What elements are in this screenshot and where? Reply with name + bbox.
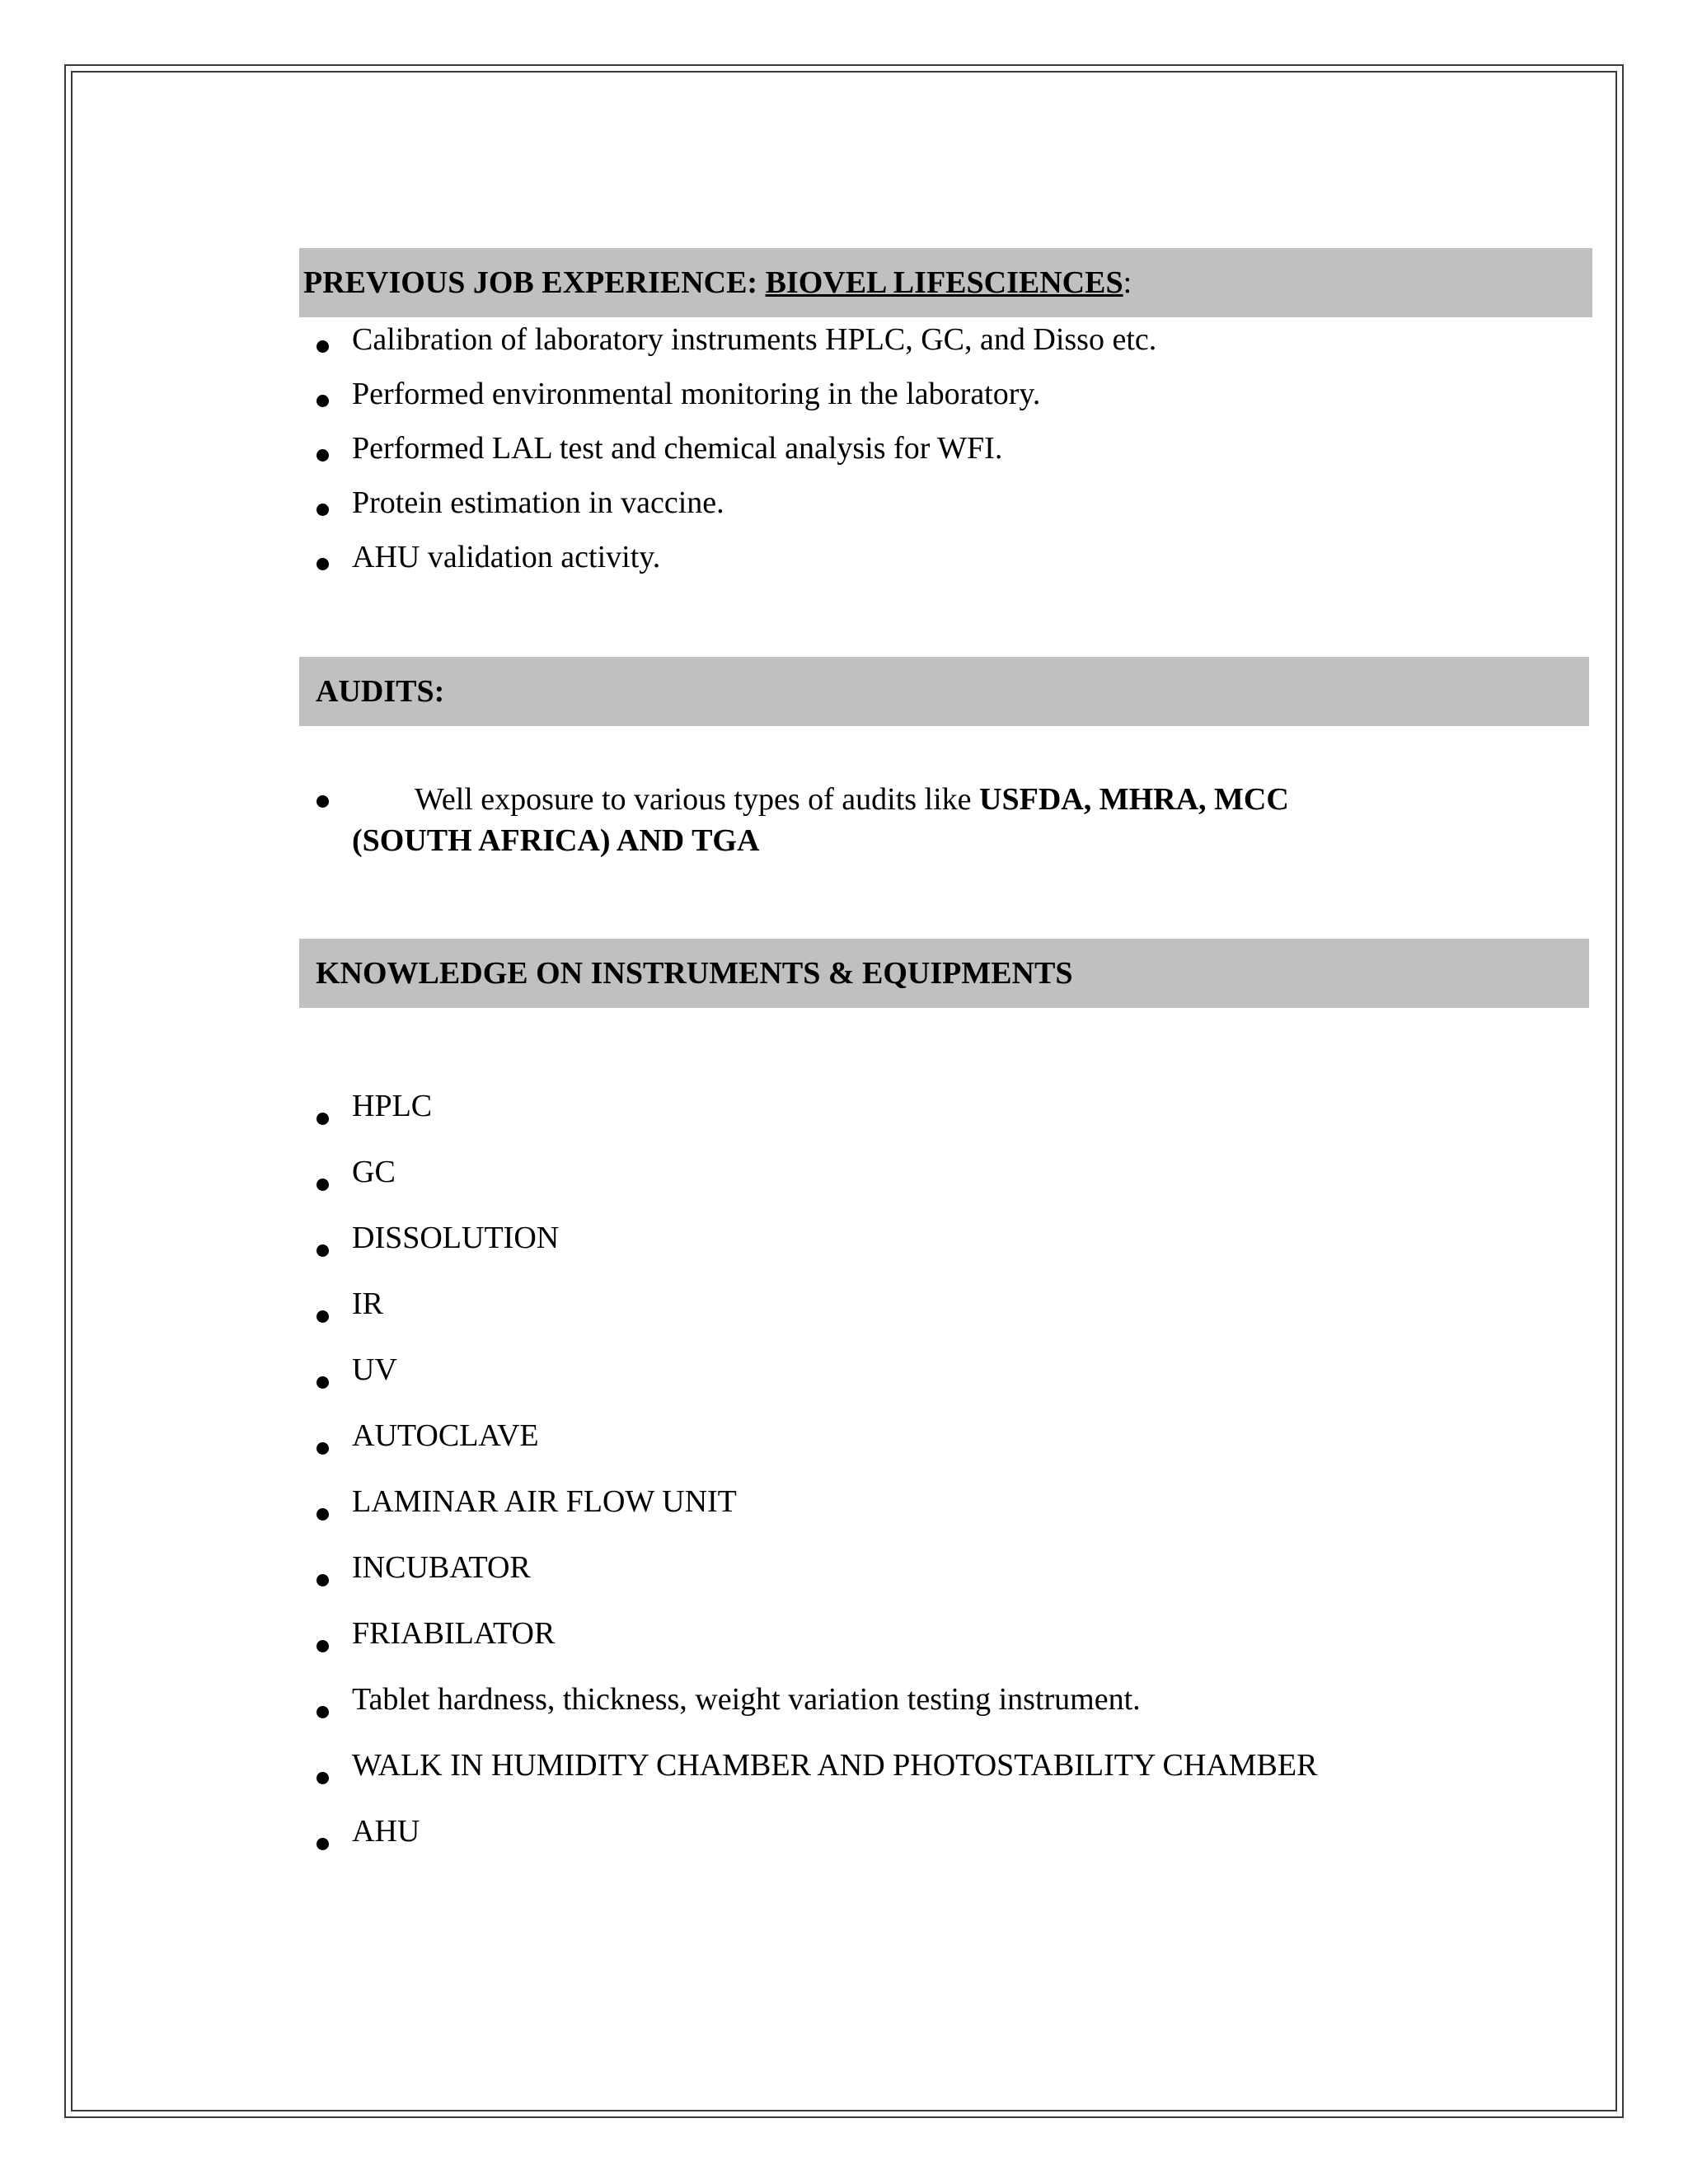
- audits-heading: AUDITS:: [299, 657, 1589, 726]
- previous-job-heading-colon: :: [1123, 265, 1132, 300]
- bullet-icon: [316, 1113, 329, 1125]
- list-item: [299, 1744, 1317, 1810]
- list-item: [299, 1216, 1317, 1282]
- bullet-icon: [316, 1772, 329, 1784]
- previous-job-heading: [299, 248, 1592, 317]
- list-item-text: UV: [352, 1352, 397, 1387]
- bullet-icon: [316, 1508, 329, 1521]
- list-item: [299, 1151, 1317, 1216]
- list-item-text: HPLC: [352, 1089, 433, 1123]
- knowledge-heading: KNOWLEDGE ON INSTRUMENTS & EQUIPMENTS: [299, 939, 1589, 1008]
- list-item: [299, 1282, 1317, 1348]
- bullet-icon: [316, 395, 329, 407]
- list-item-text: LAMINAR AIR FLOW UNIT: [352, 1484, 737, 1519]
- audit-agencies-1: USFDA, MHRA, MCC: [979, 782, 1289, 817]
- list-item-text: Calibration of laboratory instruments HPLC, GC, and Disso etc.: [352, 322, 1157, 357]
- list-item: [299, 1678, 1317, 1744]
- bullet-icon: [316, 795, 329, 808]
- list-item: [299, 373, 1156, 427]
- list-item-text: Tablet hardness, thickness, weight variation testing instrument.: [352, 1682, 1141, 1717]
- audit-list-item: [299, 779, 1371, 861]
- list-item: [299, 427, 1156, 481]
- list-item: [299, 1085, 1317, 1151]
- list-item: [299, 1546, 1317, 1612]
- list-item-text: Protein estimation in vaccine.: [352, 485, 724, 520]
- list-item: [299, 318, 1156, 373]
- list-item-text: INCUBATOR: [352, 1550, 531, 1585]
- list-item: [299, 1810, 1317, 1876]
- bullet-icon: [316, 504, 329, 516]
- bullet-icon: [316, 558, 329, 570]
- previous-job-list: [299, 318, 1156, 590]
- bullet-icon: [316, 1310, 329, 1323]
- list-item-text: AHU: [352, 1814, 420, 1849]
- audit-line-1: [299, 779, 1371, 820]
- company-name: BIOVEL LIFESCIENCES: [765, 265, 1123, 300]
- bullet-icon: [316, 1706, 329, 1718]
- list-item-text: WALK IN HUMIDITY CHAMBER AND PHOTOSTABILITY CHAMBER: [352, 1748, 1318, 1783]
- audit-agencies-2: (SOUTH AFRICA) AND TGA: [352, 823, 760, 858]
- list-item: [299, 1480, 1317, 1546]
- list-item-text: DISSOLUTION: [352, 1221, 560, 1255]
- list-item-text: AUTOCLAVE: [352, 1418, 539, 1453]
- bullet-icon: [316, 449, 329, 462]
- list-item-text: AHU validation activity.: [352, 540, 661, 574]
- list-item-text: Performed environmental monitoring in the laboratory.: [352, 377, 1041, 411]
- knowledge-list: [299, 1085, 1317, 1876]
- bullet-icon: [316, 1244, 329, 1257]
- bullet-icon: [316, 1376, 329, 1389]
- bullet-icon: [316, 340, 329, 353]
- list-item: [299, 536, 1156, 590]
- bullet-icon: [316, 1574, 329, 1586]
- bullet-icon: [316, 1838, 329, 1850]
- list-item: [299, 1612, 1317, 1678]
- list-item-text: Performed LAL test and chemical analysis for WFI.: [352, 431, 1003, 466]
- audit-text: Well exposure to various types of audits like: [415, 782, 980, 817]
- list-item-text: GC: [352, 1155, 396, 1189]
- bullet-icon: [316, 1640, 329, 1652]
- bullet-icon: [316, 1442, 329, 1455]
- list-item: [299, 1414, 1317, 1480]
- list-item-text: IR: [352, 1286, 383, 1321]
- previous-job-heading-prefix: PREVIOUS JOB EXPERIENCE:: [303, 265, 766, 300]
- list-item: [299, 1348, 1317, 1414]
- bullet-icon: [316, 1179, 329, 1191]
- list-item: [299, 481, 1156, 536]
- list-item-text: FRIABILATOR: [352, 1616, 556, 1651]
